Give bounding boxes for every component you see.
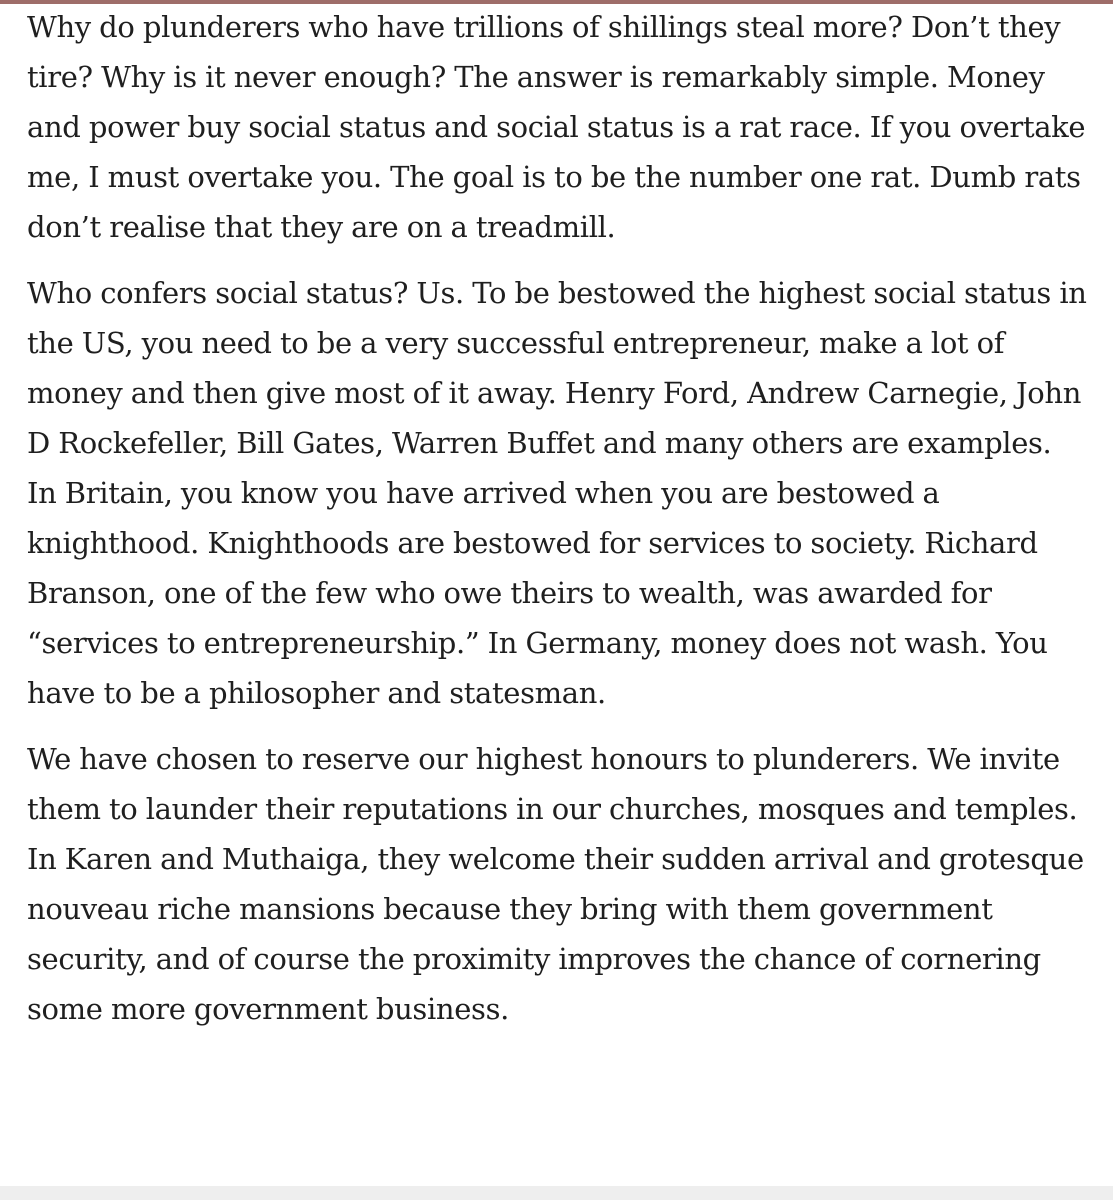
article-body: [27, 2, 1102, 1050]
bottom-edge: [0, 1186, 1113, 1200]
paragraph-highest-honours: We have chosen to reserve our highest honours to plunderers. We invite them to launder their reputations in our churches, mosques and temples. In Karen and Muthaiga, they welcome their sudden arrival and grotesque nouveau riche mansions because they bring with them government security, and of course the proximity improves the chance of cornering some more government business.: [27, 742, 1084, 1026]
paragraph-social-status: Who confers social status? Us. To be bestowed the highest social status in the US, you need to be a very successful entrepreneur, make a lot of money and then give most of it away. Henry Ford, Andrew Carnegie, John D Rockefeller, Bill Gates, Warren Buffet and many others are examples.: [27, 276, 1087, 460]
paragraph-britain-germany: In Britain, you know you have arrived when you are bestowed a knighthood. Knighthoods are bestowed for services to society. Richard Branson, one of the few who owe theirs to wealth, was awarded for “services to entrepreneurship.” In Germany, money does not wash. You have to be a philosopher and statesman.: [27, 476, 1048, 710]
paragraph-plunderers: Why do plunderers who have trillions of shillings steal more? Don’t they tire? Why is it never enough? The answer is remarkably simple. Money and power buy social status and social status is a rat race. If you overtake me, I must overtake you. The goal is to be the number one rat. Dumb rats don’t realise that they are on a treadmill.: [27, 10, 1086, 244]
